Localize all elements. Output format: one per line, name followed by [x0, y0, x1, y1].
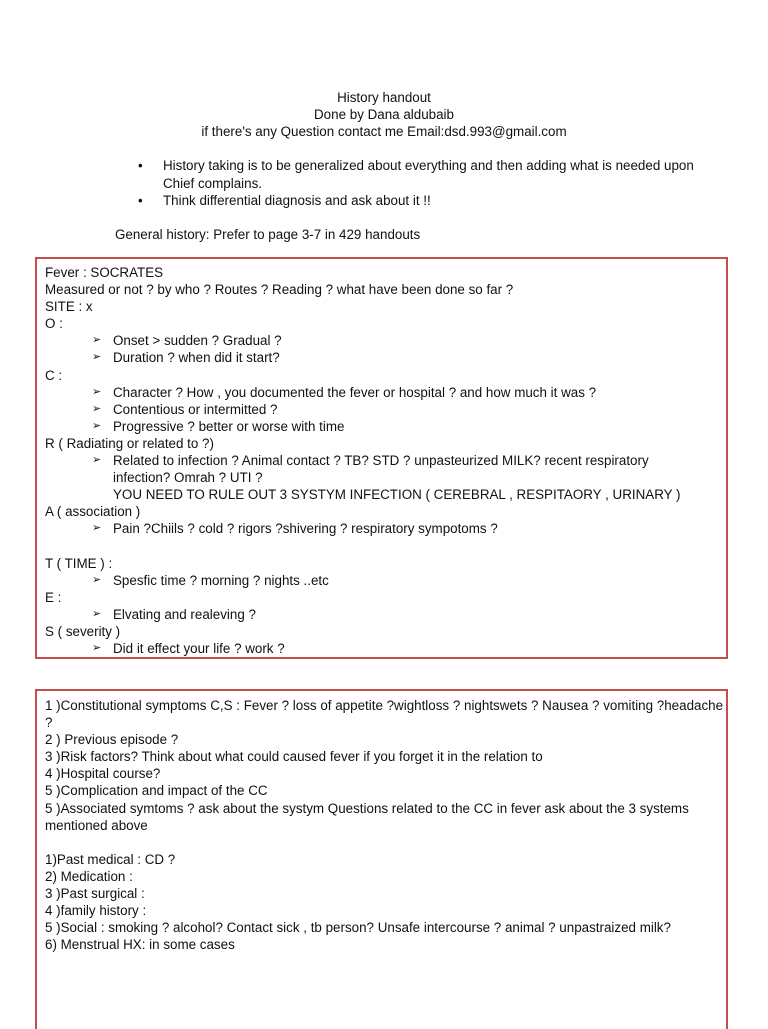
arrow-bullet-icon: ➢ — [92, 522, 102, 535]
document-author: Done by Dana aldubaib — [314, 107, 454, 122]
socrates-box — [35, 257, 728, 659]
arrow-item: ➢ Elvating and realeving ? — [92, 606, 256, 622]
bullet-item: • History taking is to be generalized about everything and then adding what is needed upon Chief complains. — [138, 158, 694, 191]
arrow-item: ➢ Duration ? when did it start? — [92, 350, 280, 366]
arrow-item-continued: infection? Omrah ? UTI ? — [113, 470, 263, 486]
arrow-bullet-icon: ➢ — [92, 454, 102, 467]
arrow-bullet-icon: ➢ — [92, 402, 102, 415]
document-header — [0, 89, 768, 140]
checklist-item: 3 )Risk factors? Think about what could caused fever if you forget it in the relation to — [45, 749, 543, 765]
arrow-item: ➢ Onset > sudden ? Gradual ? — [92, 333, 282, 349]
exacerbating-heading: E : — [45, 589, 62, 605]
contact-line: if there's any Question contact me Email:dsd.993@gmail.com — [201, 124, 567, 139]
bullet-icon: • — [138, 193, 143, 208]
arrow-bullet-icon: ➢ — [92, 607, 102, 620]
checklist-item: 6) Menstrual HX: in some cases — [45, 937, 235, 953]
arrow-item: ➢ Contentious or intermitted ? — [92, 401, 278, 417]
arrow-bullet-icon: ➢ — [92, 642, 102, 655]
radiating-heading: R ( Radiating or related to ?) — [45, 435, 214, 451]
site-line: SITE : x — [45, 299, 93, 315]
general-history-note: General history: Prefer to page 3-7 in 429 handouts — [115, 227, 421, 242]
checklist-item: 1)Past medical : CD ? — [45, 851, 176, 867]
checklist-item: 3 )Past surgical : — [45, 886, 145, 902]
measured-line: Measured or not ? by who ? Routes ? Reading ? what have been done so far ? — [45, 282, 514, 298]
arrow-item: ➢ Pain ?Chiils ? cold ? rigors ?shivering ? respiratory sympotoms ? — [92, 521, 498, 537]
checklist-item: 5 )Complication and impact of the CC — [45, 783, 268, 799]
checklist-item: 2) Medication : — [45, 868, 133, 884]
time-heading: T ( TIME ) : — [45, 555, 113, 571]
arrow-item: ➢ Progressive ? better or worse with time — [92, 418, 345, 434]
checklist-item: 5 )Social : smoking ? alcohol? Contact sick , tb person? Unsafe intercourse ? animal ? unpastraized milk? — [45, 920, 671, 936]
checklist-item: 4 )Hospital course? — [45, 766, 161, 782]
arrow-bullet-icon: ➢ — [92, 385, 102, 398]
history-checklist-box — [35, 689, 728, 1029]
arrow-item: ➢ Did it effect your life ? work ? — [92, 641, 285, 657]
bullet-item: • Think differential diagnosis and ask about it !! — [138, 193, 431, 208]
arrow-item: ➢ Related to infection ? Animal contact ? TB? STD ? unpasteurized MILK? recent respiratory — [92, 453, 649, 469]
checklist-item: 2 ) Previous episode ? — [45, 732, 179, 748]
severity-heading: S ( severity ) — [45, 623, 121, 639]
checklist-item: 1 )Constitutional symptoms C,S : Fever ? loss of appetite ?wightloss ? nightswets ? Nausea ? vomiting ?headache ? — [45, 698, 724, 731]
intro-bullet-list — [138, 157, 698, 210]
fever-heading: Fever : SOCRATES — [45, 265, 164, 280]
arrow-bullet-icon: ➢ — [92, 419, 102, 432]
checklist-item: 5 )Associated symtoms ? ask about the systym Questions related to the CC in fever ask about the 3 systems mentioned above — [45, 800, 689, 833]
checklist-item: 4 )family history : — [45, 903, 147, 919]
arrow-bullet-icon: ➢ — [92, 351, 102, 364]
arrow-bullet-icon: ➢ — [92, 334, 102, 347]
bullet-icon: • — [138, 158, 143, 173]
onset-heading: O : — [45, 316, 63, 332]
arrow-bullet-icon: ➢ — [92, 573, 102, 586]
arrow-item: ➢ Spesfic time ? morning ? nights ..etc — [92, 572, 329, 588]
arrow-item: ➢ Character ? How , you documented the fever or hospital ? and how much it was ? — [92, 384, 597, 400]
rule-out-note: YOU NEED TO RULE OUT 3 SYSTYM INFECTION ( CEREBRAL , RESPITAORY , URINARY ) — [113, 487, 681, 503]
document-title: History handout — [337, 90, 431, 105]
character-heading: C : — [45, 367, 63, 383]
association-heading: A ( association ) — [45, 504, 141, 520]
